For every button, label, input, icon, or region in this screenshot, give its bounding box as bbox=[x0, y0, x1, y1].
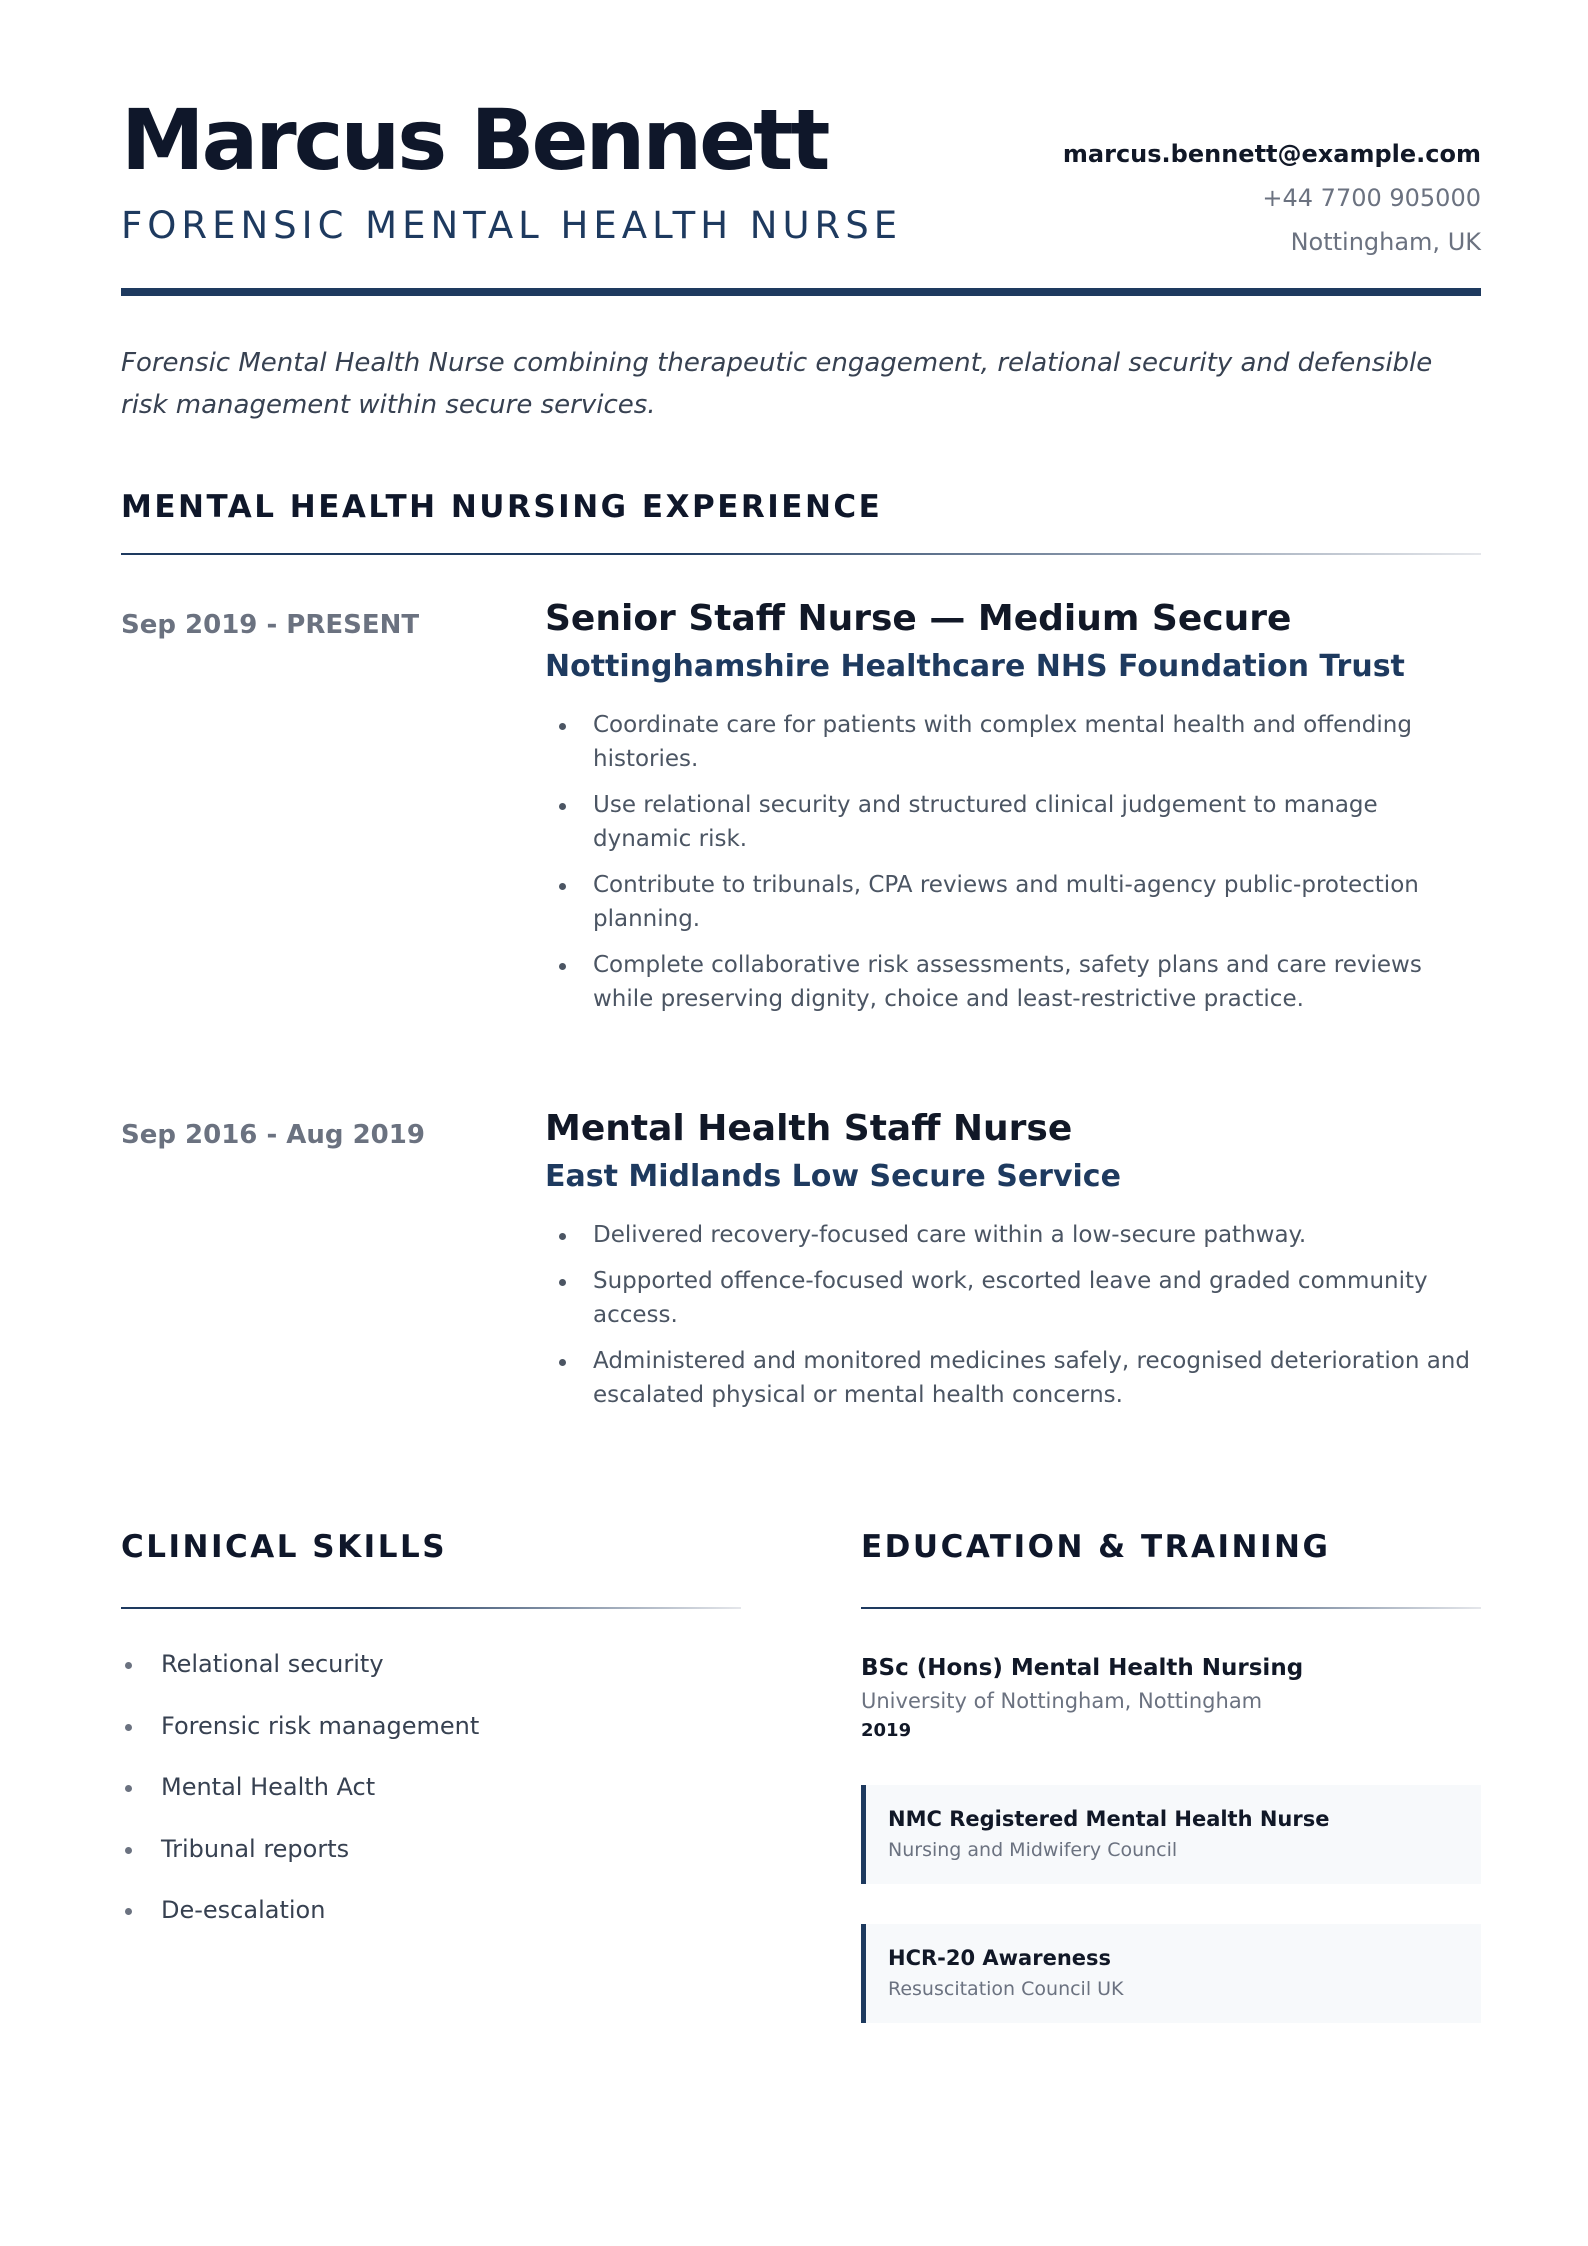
education-divider bbox=[861, 1607, 1481, 1609]
degree-name: BSc (Hons) Mental Health Nursing bbox=[861, 1655, 1304, 1681]
degree-year: 2019 bbox=[861, 1720, 912, 1741]
skill-item: Relational security bbox=[121, 1647, 741, 1709]
skill-item: Tribunal reports bbox=[121, 1832, 741, 1894]
job-bullet: Delivered recovery-focused care within a low-secure pathway. bbox=[545, 1218, 1481, 1252]
job-dates: Sep 2016 - Aug 2019 bbox=[121, 1120, 425, 1150]
header-divider bbox=[121, 288, 1481, 296]
job-bullets bbox=[545, 1218, 1481, 1412]
contact-block bbox=[1063, 132, 1481, 264]
skills-list bbox=[121, 1647, 741, 1955]
certification-card bbox=[861, 1924, 1481, 2023]
education-section bbox=[861, 1529, 1481, 2023]
experience-heading: MENTAL HEALTH NURSING EXPERIENCE bbox=[121, 489, 883, 525]
location-text: Nottingham, UK bbox=[1290, 228, 1481, 256]
resume-page bbox=[121, 0, 1481, 2000]
job-role: Mental Health Staff Nurse bbox=[545, 1108, 1073, 1149]
skill-item: Forensic risk management bbox=[121, 1709, 741, 1771]
job-bullet: Supported offence-focused work, escorted leave and graded community access. bbox=[545, 1264, 1481, 1332]
experience-divider bbox=[121, 553, 1481, 555]
certification-issuer: Resuscitation Council UK bbox=[888, 1978, 1124, 2000]
skills-section bbox=[121, 1529, 741, 1955]
skills-heading: CLINICAL SKILLS bbox=[121, 1529, 448, 1565]
email-text: marcus.bennett@example.com bbox=[1062, 140, 1481, 168]
job-role: Senior Staff Nurse — Medium Secure bbox=[545, 598, 1292, 639]
degree-entry bbox=[861, 1651, 1481, 1745]
certification-name: NMC Registered Mental Health Nurse bbox=[888, 1807, 1330, 1831]
skill-item: Mental Health Act bbox=[121, 1770, 741, 1832]
degree-school: University of Nottingham, Nottingham bbox=[861, 1689, 1263, 1713]
job-body bbox=[545, 596, 1481, 1028]
certification-name: HCR-20 Awareness bbox=[888, 1946, 1112, 1970]
profile-summary: Forensic Mental Health Nurse combining therapeutic engagement, relational security and defensible risk management within secure services. bbox=[121, 348, 1433, 420]
certification-issuer: Nursing and Midwifery Council bbox=[888, 1839, 1178, 1861]
job-bullets bbox=[545, 708, 1481, 1016]
skill-item: De-escalation bbox=[121, 1893, 741, 1955]
job-body bbox=[545, 1106, 1481, 1424]
job-bullet: Contribute to tribunals, CPA reviews and multi-agency public-protection planning. bbox=[545, 868, 1481, 936]
education-heading: EDUCATION & TRAINING bbox=[861, 1529, 1331, 1565]
job-bullet: Coordinate care for patients with complex mental health and offending histories. bbox=[545, 708, 1481, 776]
job-title: FORENSIC MENTAL HEALTH NURSE bbox=[121, 204, 903, 247]
skills-divider bbox=[121, 1607, 741, 1609]
resume-header bbox=[121, 0, 1481, 300]
job-bullet: Complete collaborative risk assessments, safety plans and care reviews while preserving dignity, choice and least-restrictive practice. bbox=[545, 948, 1481, 1016]
job-bullet: Administered and monitored medicines safely, recognised deterioration and escalated physical or mental health concerns. bbox=[545, 1344, 1481, 1412]
job-organization: Nottinghamshire Healthcare NHS Foundation Trust bbox=[545, 648, 1405, 684]
job-dates: Sep 2019 - PRESENT bbox=[121, 610, 420, 640]
certification-card bbox=[861, 1785, 1481, 1884]
candidate-name: Marcus Bennett bbox=[121, 91, 828, 189]
job-bullet: Use relational security and structured clinical judgement to manage dynamic risk. bbox=[545, 788, 1481, 856]
phone-text: +44 7700 905000 bbox=[1262, 184, 1481, 212]
job-organization: East Midlands Low Secure Service bbox=[545, 1158, 1121, 1194]
